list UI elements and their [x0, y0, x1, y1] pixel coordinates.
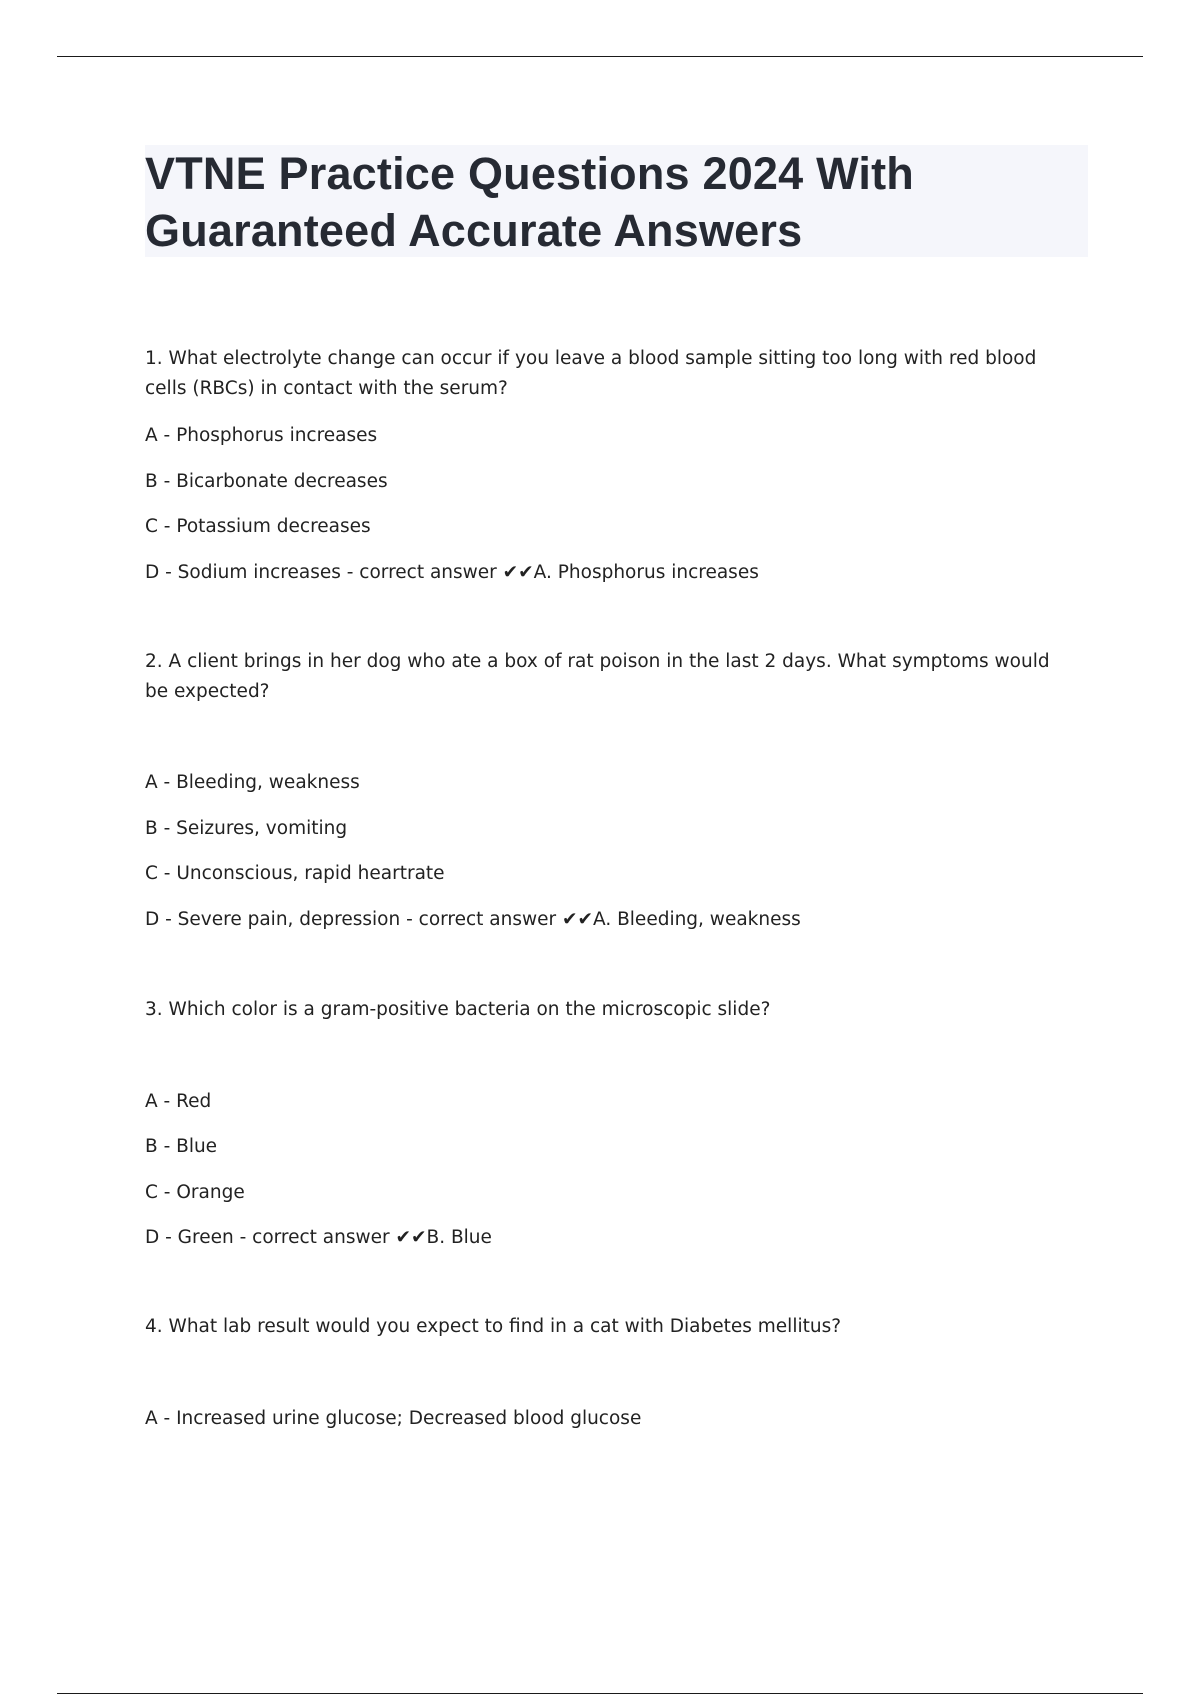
question-3-option-c: C - Orange [145, 1182, 245, 1203]
question-2-option-c: C - Unconscious, rapid heartrate [145, 863, 445, 884]
question-2-option-d: D - Severe pain, depression - correct answer ✔✔A. Bleeding, weakness [145, 909, 801, 930]
question-2 [145, 647, 1065, 707]
title-banner [145, 145, 1088, 257]
document-title [145, 145, 1088, 259]
question-1 [145, 344, 1065, 404]
question-text: 1. What electrolyte change can occur if you leave a blood sample sitting too long with red blood cells (RBCs) in contact with the serum? [145, 348, 1037, 399]
question-3-option-a: A - Red [145, 1091, 212, 1112]
bottom-rule [57, 1693, 1143, 1694]
question-1-option-d: D - Sodium increases - correct answer ✔✔A. Phosphorus increases [145, 562, 759, 583]
question-1-option-b: B - Bicarbonate decreases [145, 471, 388, 492]
question-text: 4. What lab result would you expect to find in a cat with Diabetes mellitus? [145, 1316, 842, 1337]
question-2-option-a: A - Bleeding, weakness [145, 772, 360, 793]
question-1-option-a: A - Phosphorus increases [145, 425, 378, 446]
question-2-option-b: B - Seizures, vomiting [145, 818, 348, 839]
question-3-option-b: B - Blue [145, 1136, 218, 1157]
question-4-option-a: A - Increased urine glucose; Decreased blood glucose [145, 1408, 642, 1429]
question-3-option-d: D - Green - correct answer ✔✔B. Blue [145, 1227, 492, 1248]
question-3 [145, 995, 1065, 1025]
question-4 [145, 1312, 1065, 1342]
title-line-1: VTNE Practice Questions 2024 With [145, 148, 914, 199]
top-rule [57, 56, 1143, 57]
question-text: 3. Which color is a gram-positive bacteria on the microscopic slide? [145, 999, 771, 1020]
question-1-option-c: C - Potassium decreases [145, 516, 371, 537]
question-text: 2. A client brings in her dog who ate a box of rat poison in the last 2 days. What symptoms would be expected? [145, 651, 1050, 702]
title-line-2: Guaranteed Accurate Answers [145, 205, 803, 256]
